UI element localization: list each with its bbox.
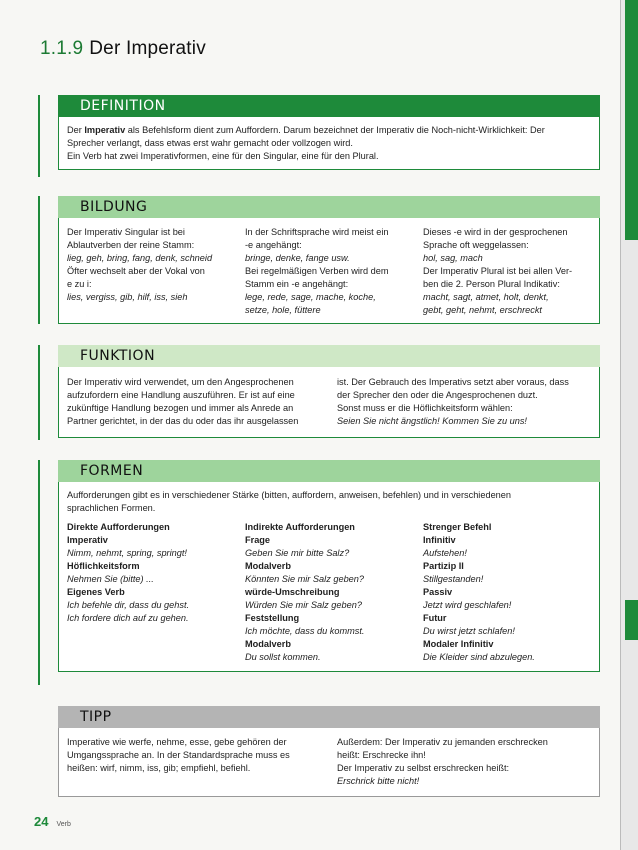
definition-text: Der: [67, 125, 85, 135]
page-number: 24: [34, 814, 49, 829]
text-line: aufzufordern eine Handlung auszuführen. Er ist auf eine: [67, 390, 295, 400]
page-footer: [34, 814, 71, 829]
section-number: 1.1.9: [40, 38, 84, 59]
text-line: Öfter wechselt aber der Vokal von: [67, 266, 205, 276]
text-line: Partizip II: [423, 561, 464, 571]
section-title: Der Imperativ: [89, 38, 206, 59]
text-line: Könnten Sie mir Salz geben?: [245, 574, 365, 584]
text-line: Imperativ: [67, 535, 108, 545]
formen-col-1: [67, 521, 235, 664]
margin-rule: [38, 345, 40, 440]
text-line: Umgangssprache an. In der Standardsprache muss es: [67, 750, 290, 760]
text-line: Außerdem: Der Imperativ zu jemanden erschrecken: [337, 737, 548, 747]
text-line: Nimm, nehmt, spring, springt!: [67, 548, 187, 558]
thumb-tab: [625, 0, 638, 240]
tipp-box: [58, 706, 600, 797]
text-line: ist. Der Gebrauch des Imperativs setzt aber voraus, dass: [337, 377, 569, 387]
text-line: Feststellung: [245, 613, 300, 623]
funktion-header: FUNKTION: [58, 345, 600, 367]
text-line: lies, vergiss, gib, hilf, iss, sieh: [67, 292, 188, 302]
text-line: zukünftige Handlung bezogen und immer als Anrede an: [67, 403, 294, 413]
bildung-header: BILDUNG: [58, 196, 600, 218]
bildung-col-3: [423, 226, 591, 317]
section-heading: [40, 38, 206, 60]
bildung-col-2: [245, 226, 413, 317]
text-line: Bei regelmäßigen Verben wird dem: [245, 266, 389, 276]
formen-col-2: [245, 521, 413, 664]
formen-intro: sprachlichen Formen.: [67, 503, 156, 513]
formen-col-3: [423, 521, 591, 664]
definition-term: Imperativ: [84, 125, 126, 135]
text-line: Dieses -e wird in der gesprochenen: [423, 227, 568, 237]
text-line: lieg, geh, bring, fang, denk, schneid: [67, 253, 213, 263]
text-line: Du sollst kommen.: [245, 652, 321, 662]
text-line: gebt, geht, nehmt, erschreckt: [423, 305, 542, 315]
text-line: Höflichkeitsform: [67, 561, 140, 571]
text-line: Passiv: [423, 587, 453, 597]
text-line: Der Imperativ zu selbst erschrecken heißt:: [337, 763, 510, 773]
bildung-col-1: [67, 226, 235, 317]
text-line: ben die 2. Person Plural Indikativ:: [423, 279, 560, 289]
text-line: würde-Umschreibung: [245, 587, 340, 597]
text-line: setze, hole, füttere: [245, 305, 321, 315]
text-line: Imperative wie werfe, nehme, esse, gebe gehören der: [67, 737, 287, 747]
text-line: Stillgestanden!: [423, 574, 484, 584]
text-line: der Sprecher den oder die Angesprochenen duzt.: [337, 390, 538, 400]
text-line: heißen: wirf, nimm, iss, gib; empfiehl, befiehl.: [67, 763, 251, 773]
text-line: Frage: [245, 535, 271, 545]
definition-header: DEFINITION: [58, 95, 600, 117]
text-line: Indirekte Aufforderungen: [245, 522, 355, 532]
text-line: Der Imperativ Singular ist bei: [67, 227, 185, 237]
margin-rule: [38, 196, 40, 324]
text-line: Nehmen Sie (bitte) ...: [67, 574, 154, 584]
text-line: Erschrick bitte nicht!: [337, 776, 420, 786]
text-line: Eigenes Verb: [67, 587, 125, 597]
bildung-body: [58, 218, 600, 324]
tipp-body: [58, 728, 600, 797]
text-line: Ich möchte, dass du kommst.: [245, 626, 365, 636]
formen-box: [58, 460, 600, 672]
definition-box: [58, 95, 600, 170]
text-line: Futur: [423, 613, 447, 623]
text-line: Ich befehle dir, dass du gehst.: [67, 600, 190, 610]
text-line: e zu i:: [67, 279, 92, 289]
definition-text: Ein Verb hat zwei Imperativformen, eine für den Singular, eine für den Plural.: [67, 151, 379, 161]
text-line: In der Schriftsprache wird meist ein: [245, 227, 389, 237]
text-line: Sonst muss er die Höflichkeitsform wählen:: [337, 403, 513, 413]
definition-body: [58, 117, 600, 170]
text-line: Ablautverben der reine Stamm:: [67, 240, 195, 250]
thumb-tab: [625, 600, 638, 640]
funktion-col-2: [337, 376, 591, 428]
formen-header: FORMEN: [58, 460, 600, 482]
text-line: Seien Sie nicht ängstlich! Kommen Sie zu uns!: [337, 416, 527, 426]
text-line: Partner gerichtet, in der das du oder das ihr ausgelassen: [67, 416, 299, 426]
text-line: Der Imperativ Plural ist bei allen Ver-: [423, 266, 573, 276]
text-line: Würden Sie mir Salz geben?: [245, 600, 362, 610]
text-line: Stamm ein -e angehängt:: [245, 279, 349, 289]
text-line: Du wirst jetzt schlafen!: [423, 626, 515, 636]
definition-text: Sprecher verlangt, dass etwas erst wahr gemacht oder vollzogen wird.: [67, 138, 353, 148]
definition-text: als Befehlsform dient zum Auffordern. Darum bezeichnet der Imperativ die Noch-nicht-Wirklichkeit: Der: [125, 125, 545, 135]
bildung-box: [58, 196, 600, 324]
text-line: bringe, denke, fange usw.: [245, 253, 350, 263]
text-line: Der Imperativ wird verwendet, um den Angesprochenen: [67, 377, 294, 387]
tipp-header: TIPP: [58, 706, 600, 728]
text-line: hol, sag, mach: [423, 253, 483, 263]
text-line: heißt: Erschrecke ihn!: [337, 750, 426, 760]
page-edge: [620, 0, 638, 850]
text-line: Modaler Infinitiv: [423, 639, 494, 649]
tipp-col-1: [67, 736, 321, 788]
margin-rule: [38, 95, 40, 177]
formen-intro: Aufforderungen gibt es in verschiedener Stärke (bitten, auffordern, anweisen, befehlen) und in verschiedenen: [67, 490, 512, 500]
funktion-body: [58, 367, 600, 438]
funktion-box: [58, 345, 600, 438]
text-line: Modalverb: [245, 639, 291, 649]
text-line: lege, rede, sage, mache, koche,: [245, 292, 376, 302]
text-line: Strenger Befehl: [423, 522, 492, 532]
text-line: -e angehängt:: [245, 240, 302, 250]
tipp-col-2: [337, 736, 591, 788]
text-line: Ich fordere dich auf zu gehen.: [67, 613, 189, 623]
text-line: Sprache oft weggelassen:: [423, 240, 529, 250]
text-line: macht, sagt, atmet, holt, denkt,: [423, 292, 549, 302]
text-line: Aufstehen!: [423, 548, 467, 558]
funktion-col-1: [67, 376, 321, 428]
margin-rule: [38, 460, 40, 685]
text-line: Die Kleider sind abzulegen.: [423, 652, 535, 662]
text-line: Geben Sie mir bitte Salz?: [245, 548, 350, 558]
text-line: Modalverb: [245, 561, 291, 571]
text-line: Infinitiv: [423, 535, 456, 545]
text-line: Jetzt wird geschlafen!: [423, 600, 512, 610]
page-section-label: Verb: [56, 821, 71, 828]
text-line: Direkte Aufforderungen: [67, 522, 170, 532]
formen-body: [58, 482, 600, 672]
